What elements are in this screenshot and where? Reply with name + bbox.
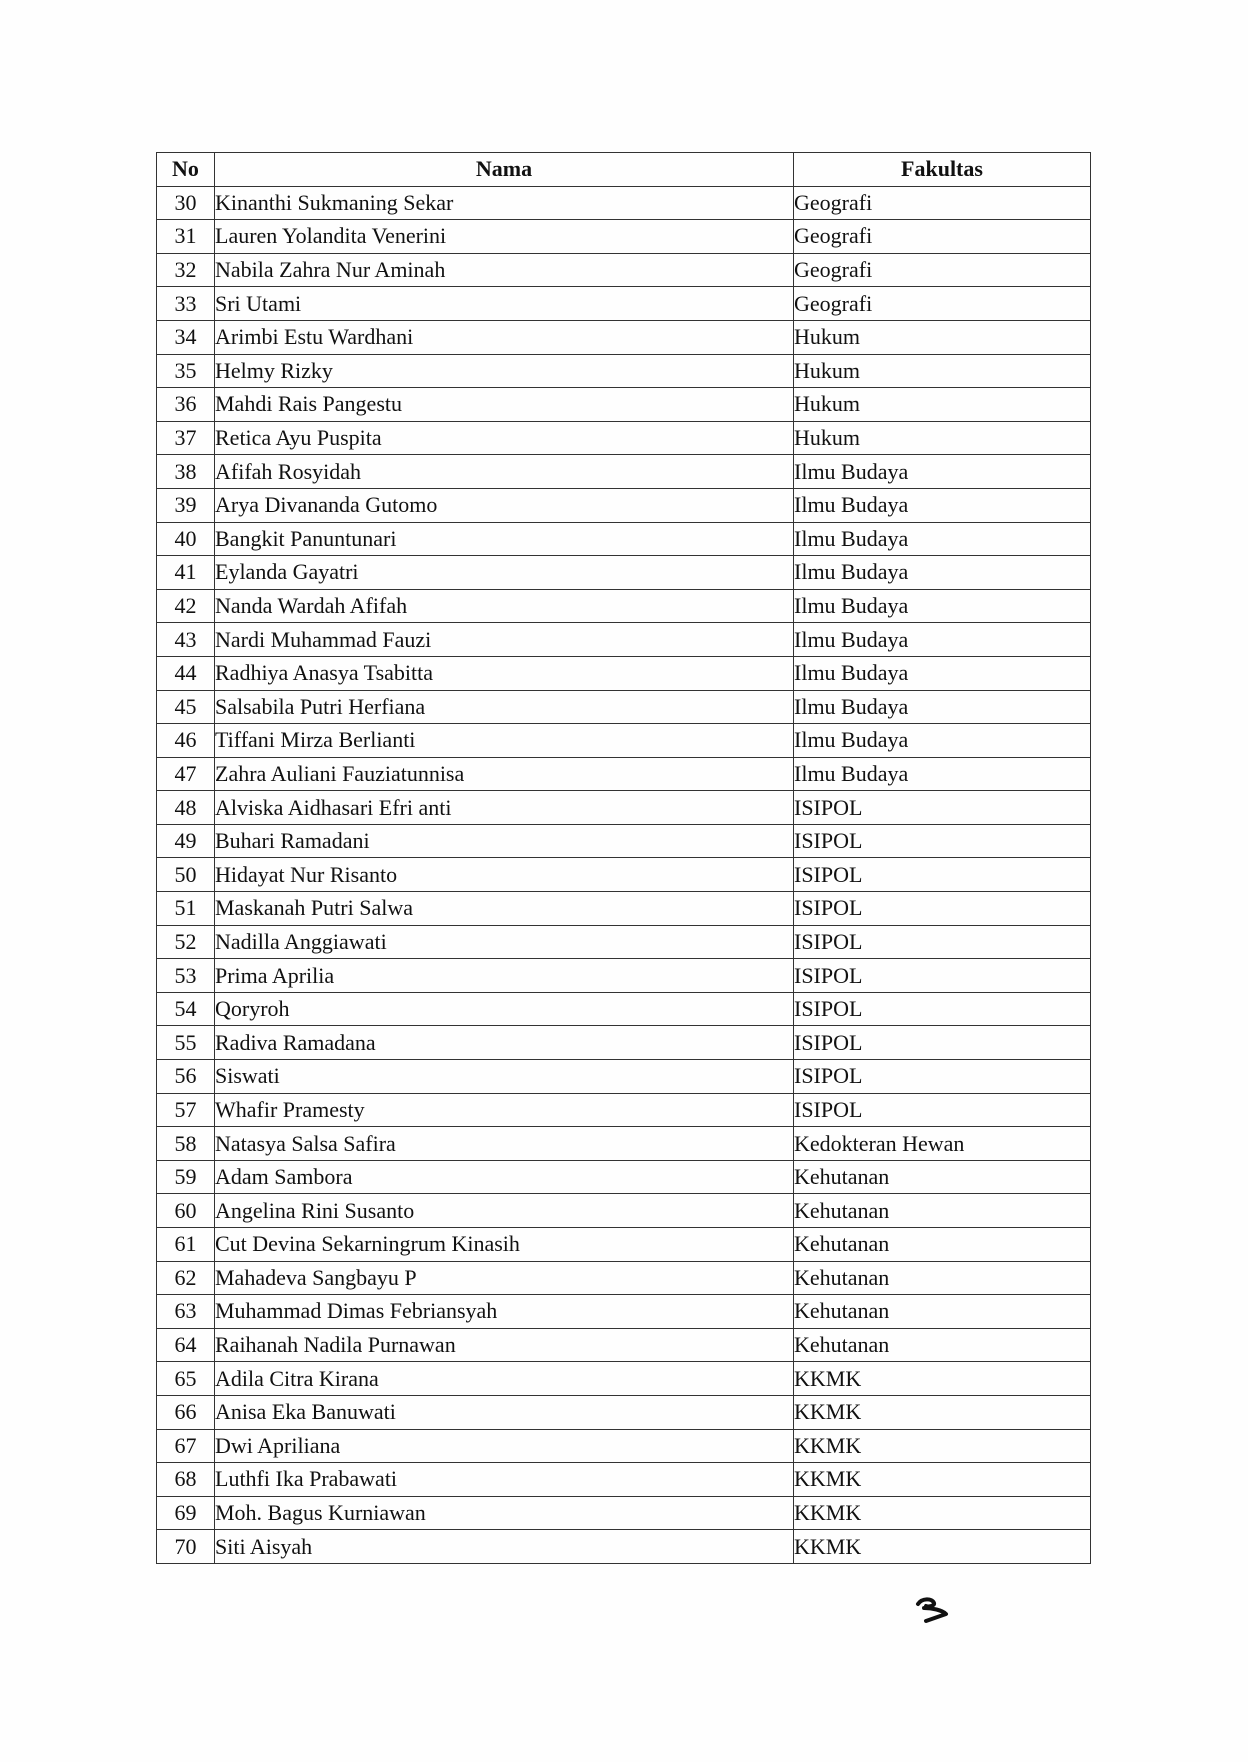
- row-no: 66: [157, 1395, 215, 1429]
- row-no: 39: [157, 488, 215, 522]
- row-nama: Lauren Yolandita Venerini: [215, 220, 794, 254]
- row-no: 35: [157, 354, 215, 388]
- row-nama: Kinanthi Sukmaning Sekar: [215, 186, 794, 220]
- row-fakultas: ISIPOL: [794, 858, 1091, 892]
- row-fakultas: Geografi: [794, 186, 1091, 220]
- row-no: 55: [157, 1026, 215, 1060]
- table-row: [157, 488, 1091, 522]
- row-nama: Retica Ayu Puspita: [215, 421, 794, 455]
- table-row: [157, 1328, 1091, 1362]
- row-fakultas: ISIPOL: [794, 925, 1091, 959]
- row-no: 48: [157, 791, 215, 825]
- row-no: 40: [157, 522, 215, 556]
- row-no: 64: [157, 1328, 215, 1362]
- table-row: [157, 791, 1091, 825]
- row-fakultas: ISIPOL: [794, 1026, 1091, 1060]
- row-no: 60: [157, 1194, 215, 1228]
- table-row: [157, 892, 1091, 926]
- row-fakultas: Geografi: [794, 220, 1091, 254]
- row-fakultas: Kehutanan: [794, 1261, 1091, 1295]
- table-row: [157, 1093, 1091, 1127]
- table-row: [157, 1463, 1091, 1497]
- row-no: 43: [157, 623, 215, 657]
- table-row: [157, 724, 1091, 758]
- table-row: [157, 1362, 1091, 1396]
- row-fakultas: Geografi: [794, 253, 1091, 287]
- row-nama: Natasya Salsa Safira: [215, 1127, 794, 1161]
- row-nama: Tiffani Mirza Berlianti: [215, 724, 794, 758]
- row-nama: Afifah Rosyidah: [215, 455, 794, 489]
- row-nama: Maskanah Putri Salwa: [215, 892, 794, 926]
- row-fakultas: KKMK: [794, 1362, 1091, 1396]
- handwritten-page-number-icon: [912, 1594, 954, 1624]
- row-no: 62: [157, 1261, 215, 1295]
- row-nama: Hidayat Nur Risanto: [215, 858, 794, 892]
- row-nama: Dwi Apriliana: [215, 1429, 794, 1463]
- row-nama: Nanda Wardah Afifah: [215, 589, 794, 623]
- row-no: 45: [157, 690, 215, 724]
- row-nama: Mahadeva Sangbayu P: [215, 1261, 794, 1295]
- header-nama: Nama: [215, 153, 794, 187]
- row-fakultas: Ilmu Budaya: [794, 690, 1091, 724]
- row-nama: Sri Utami: [215, 287, 794, 321]
- table-row: [157, 1496, 1091, 1530]
- table-row: [157, 623, 1091, 657]
- table-row: [157, 522, 1091, 556]
- table-row: [157, 1295, 1091, 1329]
- row-nama: Adila Citra Kirana: [215, 1362, 794, 1396]
- table-row: [157, 1228, 1091, 1262]
- row-no: 50: [157, 858, 215, 892]
- table-row: [157, 1160, 1091, 1194]
- row-nama: Helmy Rizky: [215, 354, 794, 388]
- row-nama: Raihanah Nadila Purnawan: [215, 1328, 794, 1362]
- row-no: 65: [157, 1362, 215, 1396]
- row-no: 68: [157, 1463, 215, 1497]
- row-nama: Arimbi Estu Wardhani: [215, 320, 794, 354]
- table-row: [157, 1429, 1091, 1463]
- row-fakultas: Kehutanan: [794, 1194, 1091, 1228]
- row-no: 36: [157, 388, 215, 422]
- row-no: 56: [157, 1060, 215, 1094]
- row-fakultas: KKMK: [794, 1463, 1091, 1497]
- row-no: 37: [157, 421, 215, 455]
- row-no: 46: [157, 724, 215, 758]
- row-nama: Radiva Ramadana: [215, 1026, 794, 1060]
- table-row: [157, 1395, 1091, 1429]
- row-fakultas: Ilmu Budaya: [794, 656, 1091, 690]
- row-fakultas: Ilmu Budaya: [794, 455, 1091, 489]
- table-row: [157, 959, 1091, 993]
- row-no: 49: [157, 824, 215, 858]
- row-no: 58: [157, 1127, 215, 1161]
- row-fakultas: ISIPOL: [794, 1093, 1091, 1127]
- table-row: [157, 320, 1091, 354]
- row-nama: Luthfi Ika Prabawati: [215, 1463, 794, 1497]
- table-row: [157, 253, 1091, 287]
- table-row: [157, 388, 1091, 422]
- row-nama: Prima Aprilia: [215, 959, 794, 993]
- row-nama: Angelina Rini Susanto: [215, 1194, 794, 1228]
- row-nama: Qoryroh: [215, 992, 794, 1026]
- table-row: [157, 1530, 1091, 1564]
- row-fakultas: Ilmu Budaya: [794, 589, 1091, 623]
- row-fakultas: Ilmu Budaya: [794, 522, 1091, 556]
- row-nama: Anisa Eka Banuwati: [215, 1395, 794, 1429]
- row-no: 33: [157, 287, 215, 321]
- row-fakultas: KKMK: [794, 1429, 1091, 1463]
- row-no: 47: [157, 757, 215, 791]
- row-no: 57: [157, 1093, 215, 1127]
- row-no: 44: [157, 656, 215, 690]
- row-fakultas: KKMK: [794, 1530, 1091, 1564]
- row-no: 41: [157, 556, 215, 590]
- table-row: [157, 455, 1091, 489]
- row-no: 42: [157, 589, 215, 623]
- row-fakultas: ISIPOL: [794, 791, 1091, 825]
- table-row: [157, 1261, 1091, 1295]
- row-no: 59: [157, 1160, 215, 1194]
- row-nama: Siswati: [215, 1060, 794, 1094]
- table-row: [157, 421, 1091, 455]
- table-row: [157, 858, 1091, 892]
- row-fakultas: ISIPOL: [794, 992, 1091, 1026]
- row-fakultas: Ilmu Budaya: [794, 488, 1091, 522]
- participant-table: [156, 152, 1091, 1564]
- table-row: [157, 287, 1091, 321]
- row-no: 32: [157, 253, 215, 287]
- row-no: 63: [157, 1295, 215, 1329]
- row-nama: Cut Devina Sekarningrum Kinasih: [215, 1228, 794, 1262]
- row-fakultas: Geografi: [794, 287, 1091, 321]
- row-fakultas: KKMK: [794, 1496, 1091, 1530]
- table-row: [157, 354, 1091, 388]
- row-fakultas: Ilmu Budaya: [794, 724, 1091, 758]
- row-no: 34: [157, 320, 215, 354]
- row-nama: Muhammad Dimas Febriansyah: [215, 1295, 794, 1329]
- row-nama: Nabila Zahra Nur Aminah: [215, 253, 794, 287]
- table-row: [157, 589, 1091, 623]
- row-fakultas: Hukum: [794, 388, 1091, 422]
- row-nama: Salsabila Putri Herfiana: [215, 690, 794, 724]
- row-no: 70: [157, 1530, 215, 1564]
- row-nama: Adam Sambora: [215, 1160, 794, 1194]
- table-row: [157, 824, 1091, 858]
- row-no: 61: [157, 1228, 215, 1262]
- row-no: 67: [157, 1429, 215, 1463]
- row-nama: Nadilla Anggiawati: [215, 925, 794, 959]
- row-no: 52: [157, 925, 215, 959]
- row-nama: Buhari Ramadani: [215, 824, 794, 858]
- row-no: 30: [157, 186, 215, 220]
- row-nama: Zahra Auliani Fauziatunnisa: [215, 757, 794, 791]
- row-no: 31: [157, 220, 215, 254]
- row-no: 53: [157, 959, 215, 993]
- row-nama: Radhiya Anasya Tsabitta: [215, 656, 794, 690]
- row-nama: Alviska Aidhasari Efri anti: [215, 791, 794, 825]
- row-fakultas: Kehutanan: [794, 1295, 1091, 1329]
- row-nama: Nardi Muhammad Fauzi: [215, 623, 794, 657]
- row-fakultas: Hukum: [794, 354, 1091, 388]
- header-no: No: [157, 153, 215, 187]
- table-row: [157, 186, 1091, 220]
- header-fakultas: Fakultas: [794, 153, 1091, 187]
- table-row: [157, 1194, 1091, 1228]
- row-no: 69: [157, 1496, 215, 1530]
- row-fakultas: ISIPOL: [794, 824, 1091, 858]
- row-nama: Mahdi Rais Pangestu: [215, 388, 794, 422]
- row-fakultas: Kedokteran Hewan: [794, 1127, 1091, 1161]
- table-row: [157, 1127, 1091, 1161]
- row-fakultas: Kehutanan: [794, 1160, 1091, 1194]
- row-fakultas: Ilmu Budaya: [794, 757, 1091, 791]
- row-no: 51: [157, 892, 215, 926]
- table-row: [157, 690, 1091, 724]
- row-nama: Siti Aisyah: [215, 1530, 794, 1564]
- table-row: [157, 656, 1091, 690]
- row-nama: Arya Divananda Gutomo: [215, 488, 794, 522]
- table-row: [157, 220, 1091, 254]
- row-no: 54: [157, 992, 215, 1026]
- table-row: [157, 556, 1091, 590]
- row-fakultas: ISIPOL: [794, 959, 1091, 993]
- row-fakultas: ISIPOL: [794, 1060, 1091, 1094]
- row-fakultas: KKMK: [794, 1395, 1091, 1429]
- row-fakultas: Kehutanan: [794, 1328, 1091, 1362]
- row-no: 38: [157, 455, 215, 489]
- row-nama: Eylanda Gayatri: [215, 556, 794, 590]
- table-row: [157, 925, 1091, 959]
- row-fakultas: Ilmu Budaya: [794, 623, 1091, 657]
- table-row: [157, 757, 1091, 791]
- row-nama: Whafir Pramesty: [215, 1093, 794, 1127]
- table-row: [157, 1060, 1091, 1094]
- row-fakultas: Kehutanan: [794, 1228, 1091, 1262]
- row-fakultas: Hukum: [794, 421, 1091, 455]
- table-body: [157, 186, 1091, 1563]
- table-row: [157, 1026, 1091, 1060]
- row-fakultas: ISIPOL: [794, 892, 1091, 926]
- row-fakultas: Ilmu Budaya: [794, 556, 1091, 590]
- row-nama: Moh. Bagus Kurniawan: [215, 1496, 794, 1530]
- table-header-row: [157, 153, 1091, 187]
- table-row: [157, 992, 1091, 1026]
- row-fakultas: Hukum: [794, 320, 1091, 354]
- row-nama: Bangkit Panuntunari: [215, 522, 794, 556]
